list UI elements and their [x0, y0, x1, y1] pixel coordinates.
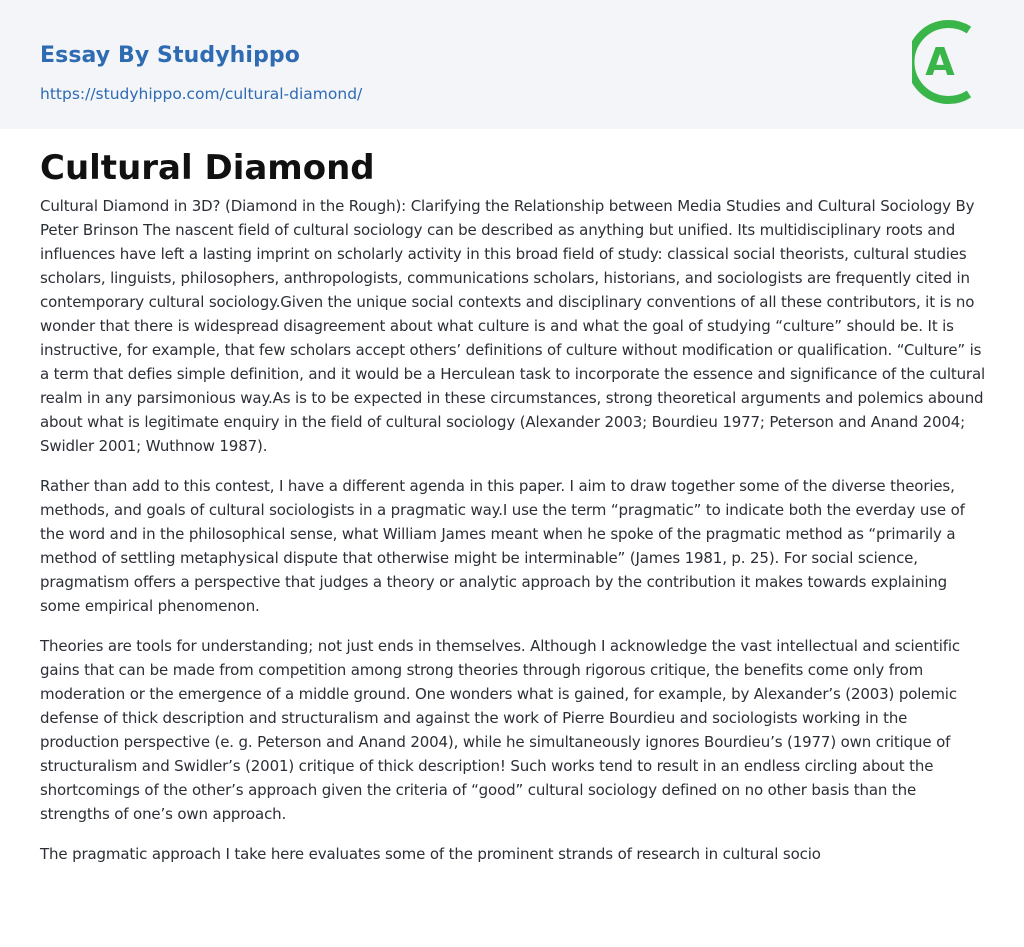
essay-url-link[interactable]: https://studyhippo.com/cultural-diamond/	[40, 85, 363, 103]
brand-title[interactable]: Essay By Studyhippo	[40, 43, 300, 68]
studyhippo-logo-icon[interactable]	[912, 18, 988, 106]
article-paragraph: Theories are tools for understanding; not just ends in themselves. Although I acknowledge the vast intellectual and scientific gains that can be made from competition among strong theories through rigorous critique, the benefits come only from moderation or the emergence of a middle ground. One wonders what is gained, for example, by Alexander’s (2003) polemic defense of thick description and structuralism and against the work of Pierre Bourdieu and sociologists working in the production perspective (e. g. Peterson and Anand 2004), while he simultaneously ignores Bourdieu’s (1977) own critique of structuralism and Swidler’s (2001) critique of thick description! Such works tend to result in an endless circling about the shortcomings of the other’s approach given the criteria of “good” cultural sociology defined on no other basis than the strengths of one’s own approach.	[40, 637, 960, 823]
article	[40, 146, 988, 882]
article-paragraph: Rather than add to this contest, I have a different agenda in this paper. I aim to draw together some of the diverse theories, methods, and goals of cultural sociologists in a pragmatic way.I use the term “pragmatic” to indicate both the everday use of the word and in the philosophical sense, what William James meant when he spoke of the pragmatic method as “primarily a method of settling metaphysical dispute that otherwise might be interminable” (James 1981, p. 25). For social science, pragmatism offers a perspective that judges a theory or analytic approach by the contribution it makes towards explaining some empirical phenomenon.	[40, 477, 965, 615]
article-paragraph: Cultural Diamond in 3D? (Diamond in the Rough): Clarifying the Relationship between Media Studies and Cultural Sociology By Peter Brinson The nascent field of cultural sociology can be described as anything but unified. Its multidisciplinary roots and influences have left a lasting imprint on scholarly activity in this broad field of study: classical social theorists, cultural studies scholars, linguists, philosophers, anthropologists, communications scholars, historians, and sociologists are frequently cited in contemporary cultural sociology.Given the unique social contexts and disciplinary conventions of all these contributors, it is no wonder that there is widespread disagreement about what culture is and what the goal of studying “culture” should be. It is instructive, for example, that few scholars accept others’ definitions of culture without modification or qualification. “Culture” is a term that defies simple definition, and it would be a Herculean task to incorporate the essence and significance of the cultural realm in any parsimonious way.As is to be expected in these circumstances, strong theoretical arguments and polemics abound about what is legitimate enquiry in the field of cultural sociology (Alexander 2003; Bourdieu 1977; Peterson and Anand 2004; Swidler 2001; Wuthnow 1987).	[40, 197, 986, 455]
site-header	[0, 0, 1024, 129]
page-title: Cultural Diamond	[40, 148, 375, 188]
logo-letter: A	[925, 40, 955, 84]
article-paragraph: The pragmatic approach I take here evaluates some of the prominent strands of research in cultural socio	[40, 845, 821, 863]
